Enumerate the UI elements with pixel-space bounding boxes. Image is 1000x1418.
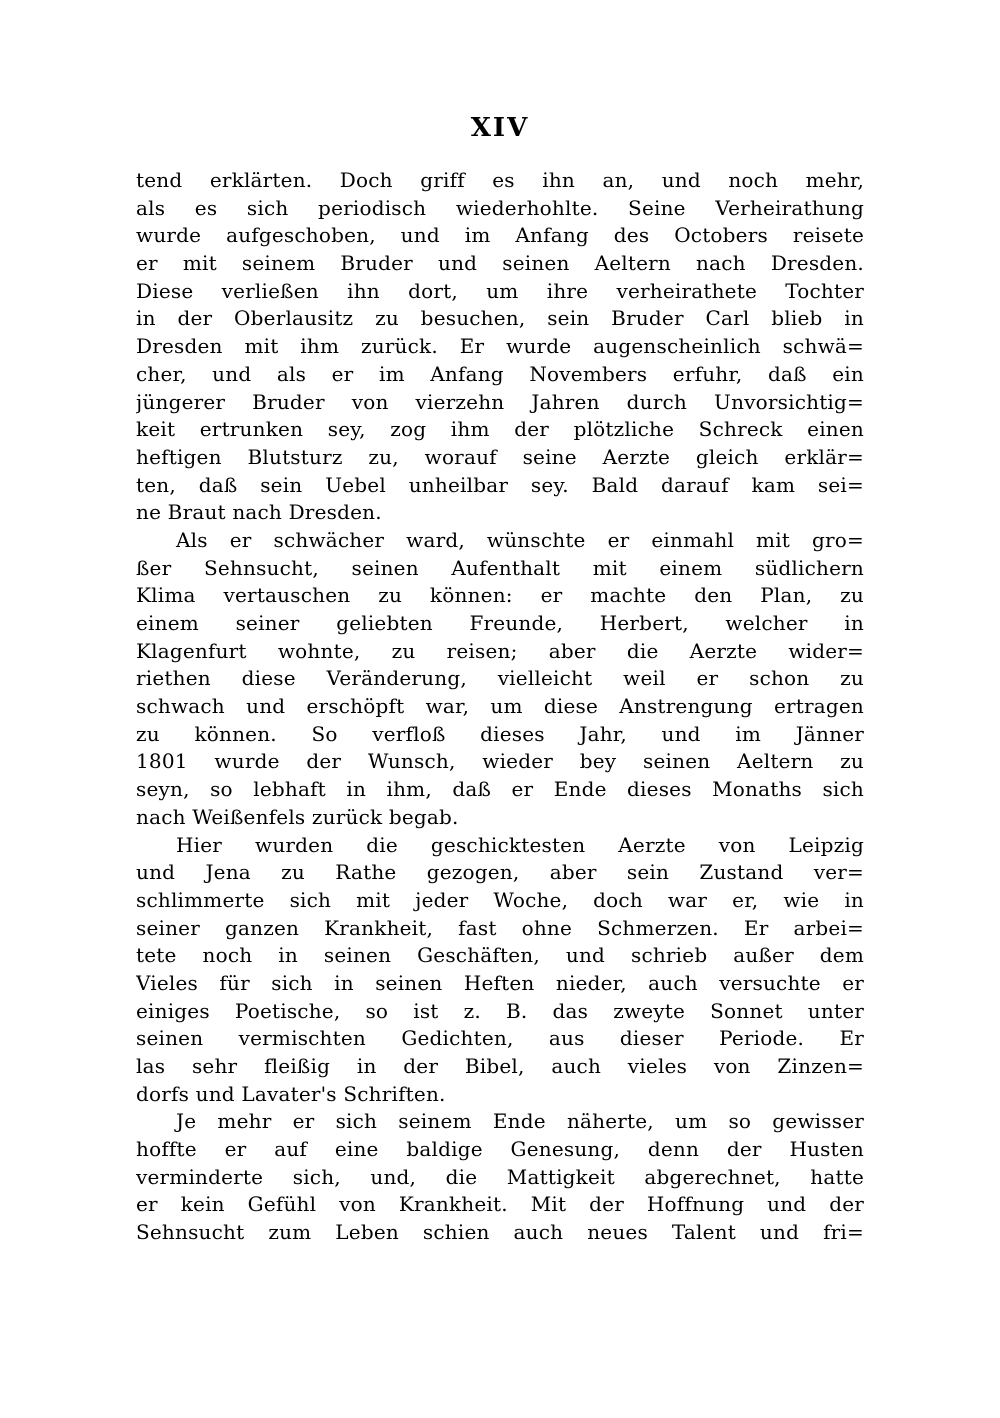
text-line: las sehr fleißig in der Bibel, auch vieles von Zinzen= [136,1054,864,1078]
text-line: ten, daß sein Uebel unheilbar sey. Bald darauf kam sei= [136,472,864,497]
text-line: zu können. So verfloß dieses Jahr, und im Jänner [136,721,864,746]
text-line: Vieles für sich in seinen Heften nieder, auch versuchte er [136,970,864,995]
text-line: heftigen Blutsturz zu, worauf seine Aerzte gleich erklär= [136,444,864,469]
text-line: verminderte sich, und, die Mattigkeit abgerechnet, hatte [136,1164,864,1189]
text-line: schlimmerte sich mit jeder Woche, doch war er, wie in [136,887,864,912]
text-line: schwach und erschöpft war, um diese Anstrengung ertragen [136,694,864,719]
text-line: Klagenfurt wohnte, zu reisen; aber die Aerzte wider= [136,638,864,663]
text-line: als es sich periodisch wiederhohlte. Seine Verheirathung [136,195,864,220]
text-line: in der Oberlausitz zu besuchen, sein Bruder Carl blieb in [136,306,864,331]
text-line: Klima vertauschen zu können: er machte den Plan, zu [136,583,864,608]
text-line: cher, und als er im Anfang Novembers erfuhr, daß ein [136,361,864,386]
text-line: ne Braut nach Dresden. [136,500,382,525]
text-line: seinen vermischten Gedichten, aus dieser Periode. Er [136,1026,864,1051]
text-line: tend erklärten. Doch griff es ihn an, und noch mehr, [136,168,864,192]
text-line: Diese verließen ihn dort, um ihre verheirathete Tochter [136,278,864,303]
text-line: seiner ganzen Krankheit, fast ohne Schmerzen. Er arbei= [136,915,864,940]
text-line: Dresden mit ihm zurück. Er wurde augenscheinlich schwä= [136,334,864,359]
text-line: einiges Poetische, so ist z. B. das zweyte Sonnet unter [136,998,864,1023]
text-line: und Jena zu Rathe gezogen, aber sein Zustand ver= [136,860,864,885]
text-line: jüngerer Bruder von vierzehn Jahren durch Unvorsichtig= [136,389,864,414]
text-line: einem seiner geliebten Freunde, Herbert, welcher in [136,611,864,635]
text-line: dorfs und Lavater's Schriften. [136,1081,446,1106]
text-line: er kein Gefühl von Krankheit. Mit der Hoffnung und der [136,1192,864,1217]
body-text [136,167,864,1247]
text-line: nach Weißenfels zurück begab. [136,804,459,829]
text-line: Sehnsucht zum Leben schien auch neues Talent und fri= [136,1220,864,1245]
paragraph [136,167,864,527]
text-line: seyn, so lebhaft in ihm, daß er Ende dieses Monaths sich [136,777,864,802]
text-line: hoffte er auf eine baldige Genesung, denn der Husten [136,1137,864,1162]
text-line: er mit seinem Bruder und seinen Aeltern nach Dresden. [136,251,864,276]
text-line: keit ertrunken sey, zog ihm der plötzliche Schreck einen [136,417,864,442]
paragraph [136,527,864,832]
paragraph [136,832,864,1109]
text-line: Als er schwächer ward, wünschte er einmahl mit gro= [176,527,864,552]
page-number: XIV [470,113,530,143]
text-line: wurde aufgeschoben, und im Anfang des Octobers reisete [136,223,864,248]
text-line: riethen diese Veränderung, vielleicht weil er schon zu [136,666,864,691]
text-line: ßer Sehnsucht, seinen Aufenthalt mit einem südlichern [136,555,864,580]
text-line: Je mehr er sich seinem Ende näherte, um so gewisser [176,1109,864,1134]
text-line: tete noch in seinen Geschäften, und schrieb außer dem [136,943,864,968]
paragraph [136,1108,864,1246]
text-line: 1801 wurde der Wunsch, wieder bey seinen Aeltern zu [136,749,864,774]
text-line: Hier wurden die geschicktesten Aerzte von Leipzig [176,832,864,857]
